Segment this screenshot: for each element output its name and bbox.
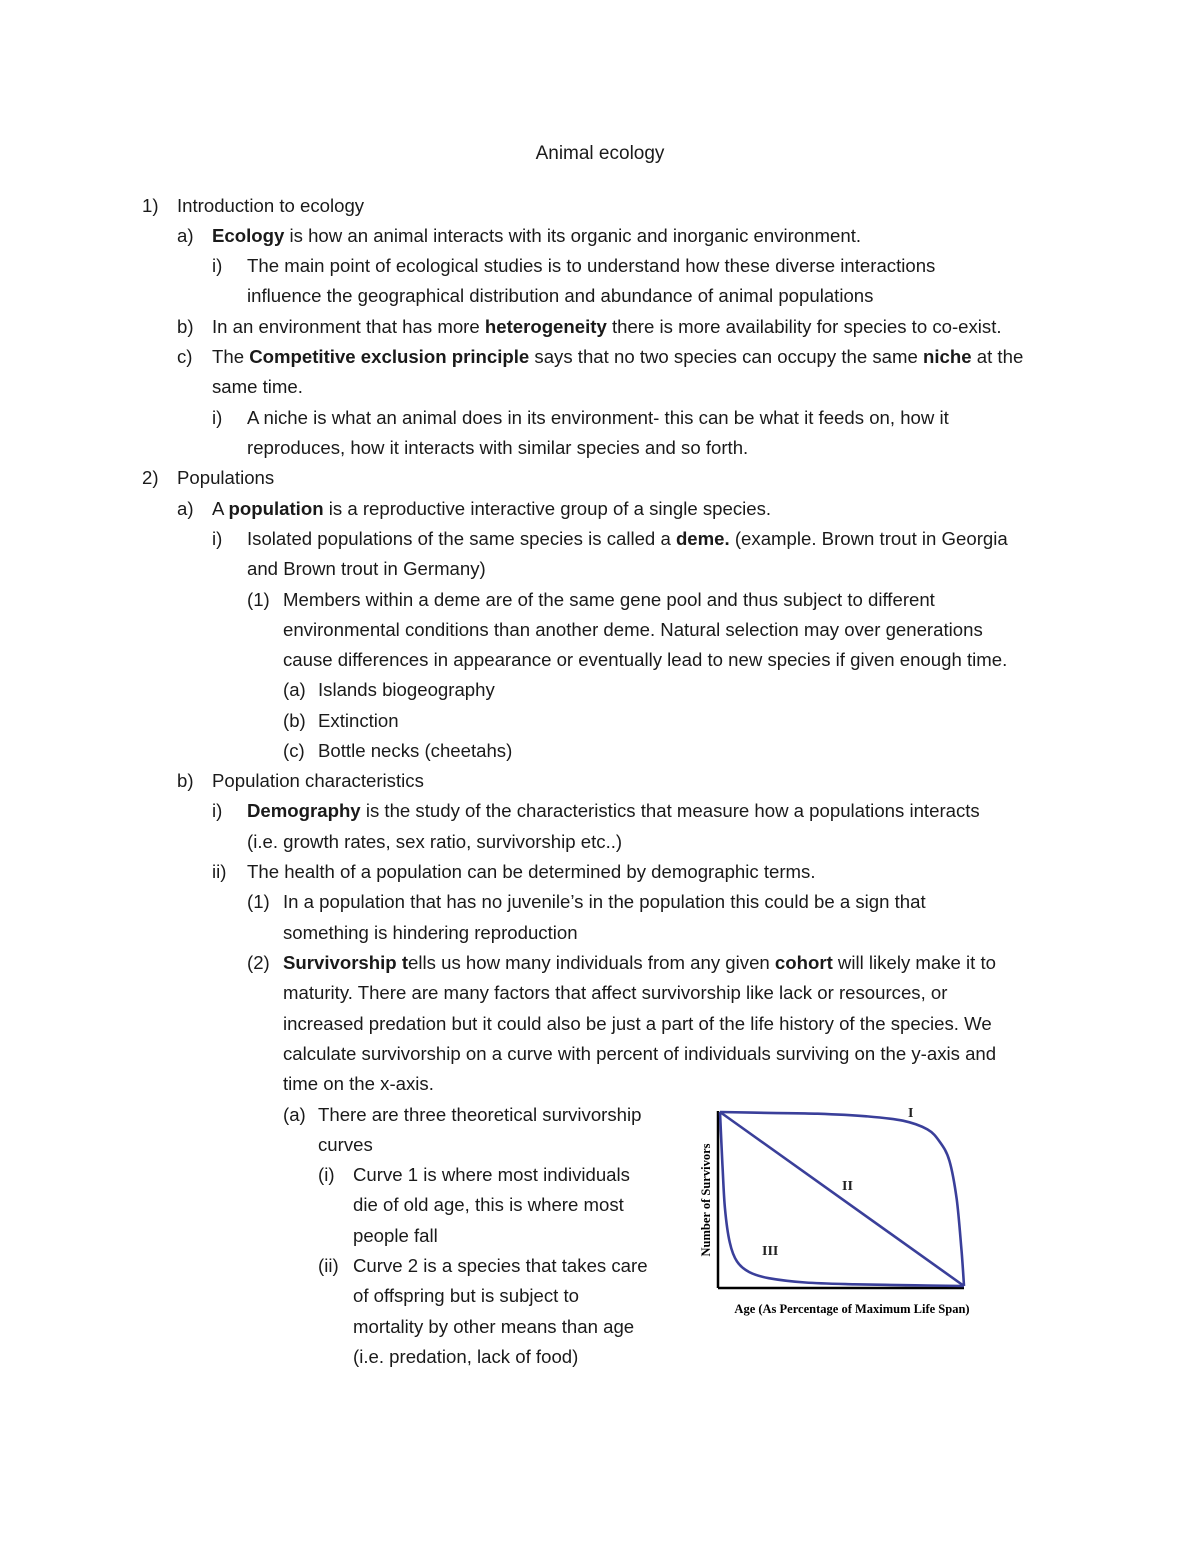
term: cohort [774,952,833,973]
y-axis-label: Number of Survivors [699,1143,713,1257]
term: deme. [675,528,730,549]
curve-label-II: II [842,1179,853,1194]
term: population [228,498,324,519]
list-marker: i) [212,407,223,428]
list-marker: b) [177,316,194,337]
list-item-continued: environmental conditions than another deme. Natural selection may over generations [283,619,983,640]
document-title: Animal ecology [535,143,665,164]
list-marker: i) [212,528,223,549]
list-item: The health of a population can be determined by demographic terms. [247,861,816,882]
section-heading: Introduction to ecology [177,195,365,216]
list-item-continued: maturity. There are many factors that affect survivorship like lack or resources, or [283,982,948,1003]
term: Survivorship t [283,952,409,973]
list-marker: (2) [247,952,270,973]
term: Demography [247,800,361,821]
curve-label-I: I [908,1106,914,1121]
list-marker: i) [212,255,223,276]
x-axis-label: Age (As Percentage of Maximum Life Span) [734,1302,970,1316]
list-item-continued: (i.e. growth rates, sex ratio, survivorship etc..) [247,831,623,852]
list-marker: (c) [283,740,305,761]
list-marker: (a) [283,679,306,700]
list-item: Demography is the study of the characteristics that measure how a populations interacts [247,800,980,821]
survivorship-chart [690,1095,1020,1327]
term: Competitive exclusion principle [249,346,530,367]
list-item-continued: same time. [212,376,303,397]
list-item-continued: calculate survivorship on a curve with percent of individuals surviving on the y-axis and [283,1043,997,1064]
term: niche [923,346,972,367]
list-item: Extinction [318,710,399,731]
list-item-continued: cause differences in appearance or eventually lead to new species if given enough time. [283,649,1008,670]
list-item-continued: (i.e. predation, lack of food) [353,1346,579,1367]
list-marker: (b) [283,710,306,731]
section-heading: Populations [177,467,275,488]
list-item-continued: reproduces, how it interacts with similar species and so forth. [247,437,749,458]
list-item: The main point of ecological studies is to understand how these diverse interactions [247,255,936,276]
list-marker: (1) [247,891,270,912]
list-item-continued: influence the geographical distribution and abundance of animal populations [247,285,874,306]
list-item: A population is a reproductive interactive group of a single species. [212,498,772,519]
series-layer [720,1106,964,1286]
list-item: Ecology is how an animal interacts with its organic and inorganic environment. [212,225,862,246]
list-item: The Competitive exclusion principle says that no two species can occupy the same niche at the [212,346,1024,367]
list-item-continued: and Brown trout in Germany) [247,558,486,579]
list-item: In a population that has no juvenile’s in the population this could be a sign that [283,891,926,912]
list-item-continued: mortality by other means than age [353,1316,635,1337]
list-item: Bottle necks (cheetahs) [318,740,513,761]
list-item: Isolated populations of the same species is called a deme. (example. Brown trout in Georgia [247,528,1008,549]
list-marker: b) [177,770,194,791]
list-item-continued: increased predation but it could also be just a part of the life history of the species. We [283,1013,992,1034]
list-item: Curve 1 is where most individuals [353,1164,630,1185]
curve-II [720,1112,964,1286]
list-item-continued: people fall [353,1225,438,1246]
list-marker: a) [177,225,194,246]
list-item-continued: time on the x-axis. [283,1073,434,1094]
list-marker: (a) [283,1104,306,1125]
list-marker: ii) [212,861,227,882]
list-item: Survivorship tells us how many individuals from any given cohort will likely make it to [283,952,997,973]
list-item: In an environment that has more heterogeneity there is more availability for species to co-exist. [212,316,1002,337]
list-item: Members within a deme are of the same gene pool and thus subject to different [283,589,935,610]
list-item: Population characteristics [212,770,424,791]
term: Ecology [212,225,285,246]
list-marker: (1) [247,589,270,610]
list-item-continued: of offspring but is subject to [353,1285,580,1306]
list-marker: (i) [318,1164,335,1185]
list-marker: c) [177,346,193,367]
list-marker: a) [177,498,194,519]
list-marker: (ii) [318,1255,339,1276]
list-item: Islands biogeography [318,679,495,700]
list-item-continued: curves [318,1134,373,1155]
curve-label-III: III [762,1244,779,1259]
list-marker: i) [212,800,223,821]
list-item: Curve 2 is a species that takes care [353,1255,648,1276]
list-item-continued: something is hindering reproduction [283,922,578,943]
list-marker: 2) [142,467,159,488]
list-item: There are three theoretical survivorship [318,1104,642,1125]
list-item-continued: die of old age, this is where most [353,1194,624,1215]
term: heterogeneity [484,316,607,337]
list-item: A niche is what an animal does in its environment- this can be what it feeds on, how it [247,407,949,428]
list-marker: 1) [142,195,159,216]
